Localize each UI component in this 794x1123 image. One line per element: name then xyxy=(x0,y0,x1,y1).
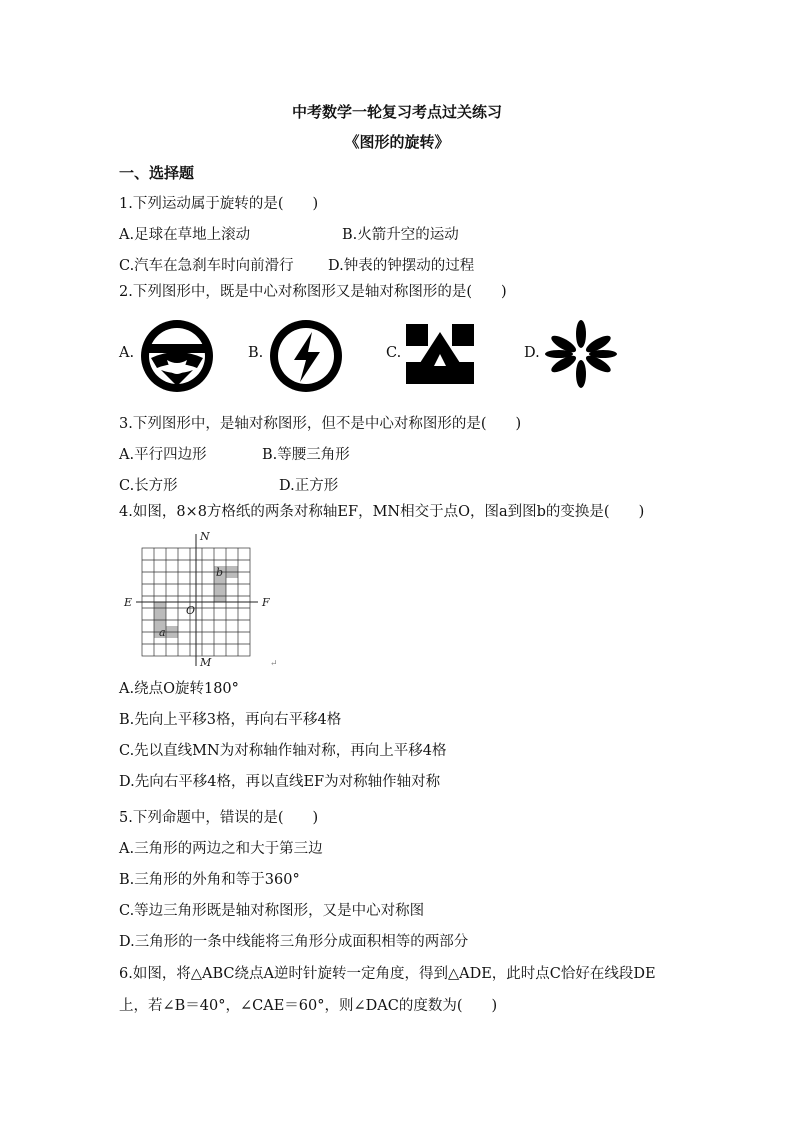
q5-stem: 5.下列命题中，错误的是( ) xyxy=(119,810,319,826)
q2-option-b-label: B. xyxy=(248,345,264,361)
q5-option-b: B.三角形的外角和等于360° xyxy=(119,872,300,888)
q4-option-d: D.先向右平移4格，再以直线EF为对称轴作轴对称 xyxy=(119,774,441,790)
q2-option-c-figure xyxy=(404,322,476,386)
q1-option-b: B.火箭升空的运动 xyxy=(342,227,459,243)
page-title: 中考数学一轮复习考点过关练习 xyxy=(291,103,502,121)
label-f: F xyxy=(262,596,270,609)
q4-option-a: A.绕点O旋转180° xyxy=(119,681,239,697)
q2-stem: 2.下列图形中，既是中心对称图形又是轴对称图形的是( ) xyxy=(119,284,507,300)
label-o: O xyxy=(186,604,196,617)
q1-option-d: D.钟表的钟摆动的过程 xyxy=(328,258,475,274)
q3-option-c: C.长方形 xyxy=(119,478,178,494)
q3-stem: 3.下列图形中，是轴对称图形，但不是中心对称图形的是( ) xyxy=(119,416,522,432)
q2-option-d-figure xyxy=(542,318,620,390)
q2-option-a-figure xyxy=(137,316,217,396)
q2-option-c-label: C. xyxy=(386,345,402,361)
q3-option-d: D.正方形 xyxy=(279,478,339,494)
page-subtitle: 《图形的旋转》 xyxy=(344,133,450,151)
q5-option-a: A.三角形的两边之和大于第三边 xyxy=(119,841,323,857)
q1-stem: 1.下列运动属于旋转的是( ) xyxy=(119,196,319,212)
label-b: b xyxy=(216,566,224,579)
q5-option-d: D.三角形的一条中线能将三角形分成面积相等的两部分 xyxy=(119,934,469,950)
section-heading: 一、选择题 xyxy=(119,164,195,182)
q6-line-2: 上，若∠B＝40°，∠CAE＝60°，则∠DAC的度数为( ) xyxy=(119,998,498,1014)
q4-option-c: C.先以直线MN为对称轴作轴对称，再向上平移4格 xyxy=(119,743,447,759)
label-e: E xyxy=(124,596,133,609)
q2-option-b-figure xyxy=(266,316,346,396)
q5-option-c: C.等边三角形既是轴对称图形，又是中心对称图 xyxy=(119,903,425,919)
label-a: a xyxy=(159,626,166,639)
q3-option-b: B.等腰三角形 xyxy=(262,447,350,463)
label-m: M xyxy=(200,656,212,669)
q2-option-d-label: D. xyxy=(524,345,540,361)
q4-option-b: B.先向上平移3格，再向右平移4格 xyxy=(119,712,342,728)
label-n: N xyxy=(200,530,210,543)
q3-option-a: A.平行四边形 xyxy=(119,447,207,463)
q2-option-a-label: A. xyxy=(119,345,135,361)
q1-option-a: A.足球在草地上滚动 xyxy=(119,227,251,243)
q1-option-c: C.汽车在急刹车时向前滑行 xyxy=(119,258,294,274)
q4-stem: 4.如图，8×8方格纸的两条对称轴EF，MN相交于点O，图a到图b的变换是( ) xyxy=(119,504,645,520)
q6-line-1: 6.如图，将△ABC绕点A逆时针旋转一定角度，得到△ADE，此时点C恰好在线段DE xyxy=(119,966,656,982)
q4-grid-figure xyxy=(120,530,290,670)
return-mark: ↵ xyxy=(270,659,278,669)
